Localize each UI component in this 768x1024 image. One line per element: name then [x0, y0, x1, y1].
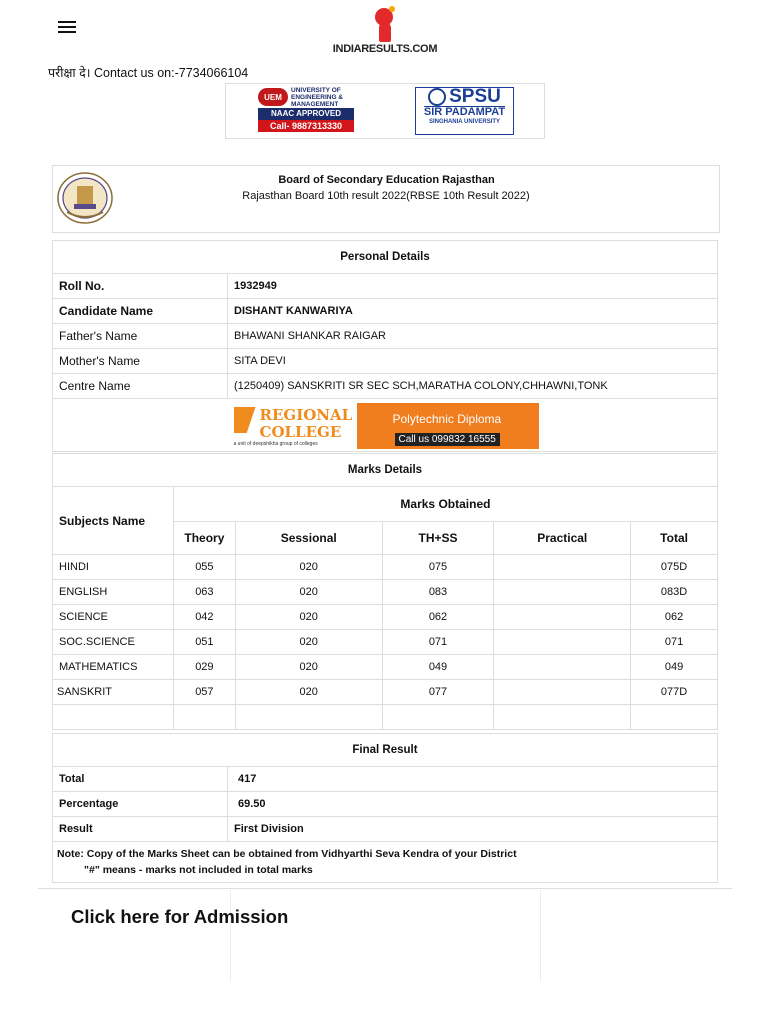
thss-cell: 075	[382, 555, 494, 580]
uem-ad[interactable]	[258, 86, 354, 134]
row-value: SITA DEVI	[228, 349, 718, 374]
table-row	[53, 555, 718, 580]
regional-title2: COLLEGE	[259, 423, 342, 441]
row-value: DISHANT KANWARIYA	[228, 299, 718, 324]
table-row	[53, 680, 718, 705]
board-subtitle: Rajasthan Board 10th result 2022(RBSE 10th Result 2022)	[242, 190, 530, 202]
row-label: Mother's Name	[53, 349, 228, 374]
subject-cell: SOC.SCIENCE	[53, 630, 174, 655]
practical-cell	[494, 605, 631, 630]
theory-cell: 029	[173, 655, 235, 680]
regional-title1: REGIONAL	[259, 406, 353, 424]
sessional-cell: 020	[235, 655, 382, 680]
regional-college-ad-cell	[53, 399, 718, 452]
total-cell: 049	[631, 655, 718, 680]
marks-details-heading: Marks Details	[53, 454, 718, 487]
admission-link[interactable]: Click here for Admission	[71, 906, 289, 927]
theory-cell: 042	[173, 605, 235, 630]
final-result-heading: Final Result	[53, 734, 718, 767]
sessional-cell: 020	[235, 580, 382, 605]
divider	[540, 890, 541, 982]
uem-name: UNIVERSITY OF ENGINEERING & MANAGEMENT	[291, 86, 344, 108]
row-label: Result	[53, 817, 228, 842]
note-line2: "#" means - marks not included in total marks	[84, 864, 313, 876]
row-value: 417	[228, 767, 718, 792]
row-value: 69.50	[228, 792, 718, 817]
uem-call: Call- 9887313330	[258, 120, 354, 132]
table-row	[53, 580, 718, 605]
col-header-practical: Practical	[494, 522, 631, 555]
total-cell: 062	[631, 605, 718, 630]
thss-cell: 083	[382, 580, 494, 605]
note-line1: Note: Copy of the Marks Sheet can be obtained from Vidhyarthi Seva Kendra of your District	[57, 848, 517, 860]
row-label: Total	[53, 767, 228, 792]
spsu-sub: SINGHANIA UNIVERSITY	[428, 119, 501, 125]
row-label: Percentage	[53, 792, 228, 817]
table-row	[53, 767, 718, 792]
subjects-name-header: Subjects Name	[53, 487, 174, 555]
table-row-empty	[53, 705, 718, 730]
table-row	[53, 630, 718, 655]
theory-cell: 055	[173, 555, 235, 580]
practical-cell	[494, 630, 631, 655]
row-label: Centre Name	[53, 374, 228, 399]
table-row	[53, 299, 718, 324]
table-row	[53, 817, 718, 842]
table-row	[53, 605, 718, 630]
table-row	[53, 349, 718, 374]
final-result-table	[52, 733, 718, 883]
board-title: Board of Secondary Education Rajasthan	[278, 174, 495, 186]
subject-cell: MATHEMATICS	[53, 655, 174, 680]
spsu-ad[interactable]	[415, 87, 514, 135]
col-header-sessional: Sessional	[235, 522, 382, 555]
row-label: Roll No.	[53, 274, 228, 299]
row-value: (1250409) SANSKRITI SR SEC SCH,MARATHA COLONY,CHHAWNI,TONK	[228, 374, 718, 399]
marks-details-table	[52, 453, 718, 730]
logo-mark-icon	[373, 6, 397, 42]
divider	[230, 890, 231, 982]
row-value: BHAWANI SHANKAR RAIGAR	[228, 324, 718, 349]
regional-logo-icon	[234, 407, 256, 433]
col-header-theory: Theory	[173, 522, 235, 555]
row-value: 1932949	[228, 274, 718, 299]
thss-cell: 077	[382, 680, 494, 705]
total-cell: 071	[631, 630, 718, 655]
regional-call: Call us 099832 16555	[395, 433, 500, 446]
sessional-cell: 020	[235, 605, 382, 630]
note	[53, 842, 718, 883]
thss-cell: 062	[382, 605, 494, 630]
uem-naac: NAAC APPROVED	[258, 108, 354, 120]
theory-cell: 057	[173, 680, 235, 705]
practical-cell	[494, 655, 631, 680]
table-row	[53, 792, 718, 817]
thss-cell: 049	[382, 655, 494, 680]
row-label: Candidate Name	[53, 299, 228, 324]
spsu-name: SIR PADAMPAT	[423, 106, 506, 118]
site-logo[interactable]	[330, 6, 440, 60]
table-row	[53, 655, 718, 680]
practical-cell	[494, 680, 631, 705]
personal-details-heading: Personal Details	[53, 241, 718, 274]
sessional-cell: 020	[235, 630, 382, 655]
total-cell: 075D	[631, 555, 718, 580]
table-row	[53, 324, 718, 349]
col-header-thss: TH+SS	[382, 522, 494, 555]
spsu-emblem-icon	[428, 88, 446, 106]
practical-cell	[494, 555, 631, 580]
row-value: First Division	[228, 817, 718, 842]
logo-text: INDIARESULTS.COM	[332, 43, 438, 55]
subject-cell: SANSKRIT	[53, 680, 174, 705]
uem-badge: UEM	[258, 88, 288, 106]
regional-tagline: a unit of deepshikha group of colleges	[233, 441, 318, 447]
divider	[38, 888, 732, 889]
regional-course: Polytechnic Diploma	[392, 412, 502, 426]
marks-obtained-header: Marks Obtained	[173, 487, 717, 522]
theory-cell: 063	[173, 580, 235, 605]
total-cell: 083D	[631, 580, 718, 605]
total-cell: 077D	[631, 680, 718, 705]
col-header-total: Total	[631, 522, 718, 555]
subject-cell: HINDI	[53, 555, 174, 580]
row-label: Father's Name	[53, 324, 228, 349]
spsu-abbr: SPSU	[449, 86, 501, 107]
ad-banner-universities	[225, 83, 545, 139]
table-row	[53, 274, 718, 299]
thss-cell: 071	[382, 630, 494, 655]
personal-details-table	[52, 240, 718, 452]
practical-cell	[494, 580, 631, 605]
contact-text: परीक्षा दे। Contact us on:-7734066104	[48, 66, 249, 80]
table-row	[53, 374, 718, 399]
board-header	[52, 165, 720, 233]
menu-icon[interactable]	[58, 18, 76, 34]
subject-cell: ENGLISH	[53, 580, 174, 605]
theory-cell: 051	[173, 630, 235, 655]
sessional-cell: 020	[235, 680, 382, 705]
sessional-cell: 020	[235, 555, 382, 580]
regional-college-ad[interactable]	[232, 403, 539, 449]
subject-cell: SCIENCE	[53, 605, 174, 630]
